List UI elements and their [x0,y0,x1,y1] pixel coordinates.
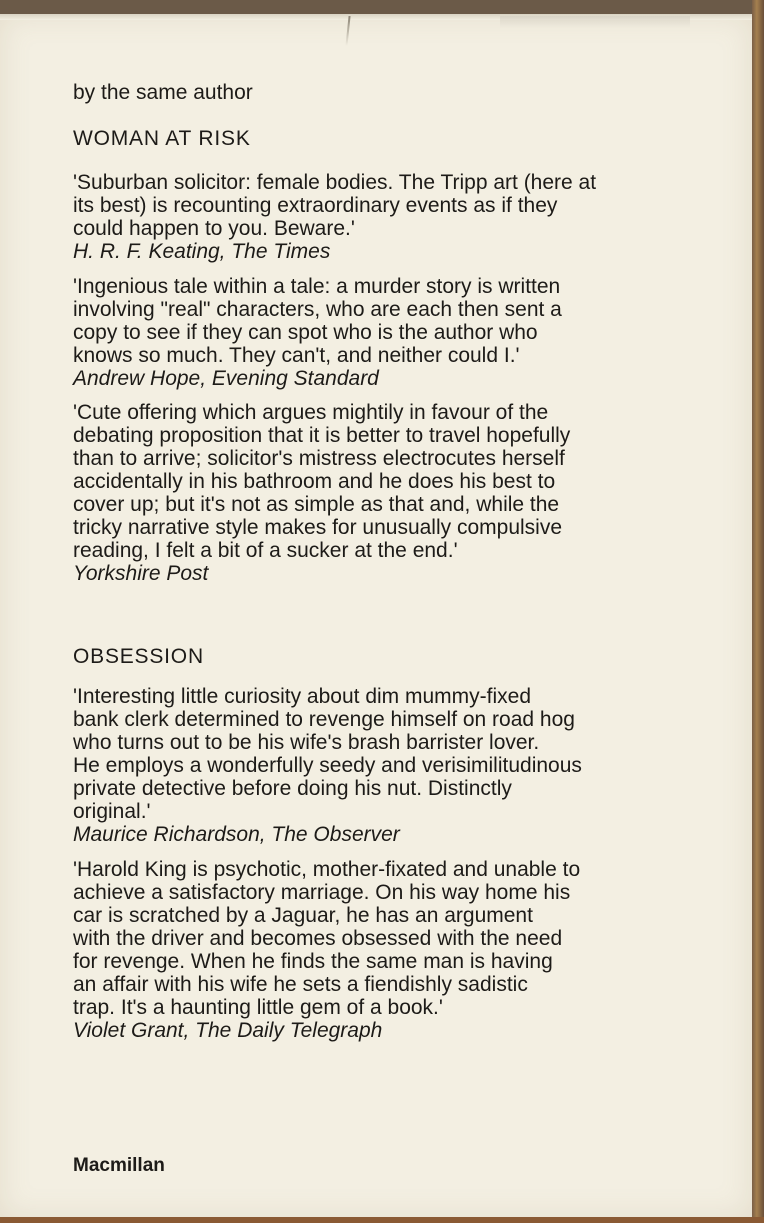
review-line: bank clerk determined to revenge himself on road hog [73,708,575,731]
review-line: cover up; but it's not as simple as that and, while the [73,493,560,516]
review-line: reading, I felt a bit of a sucker at the end.' [73,539,458,562]
review-line: trap. It's a haunting little gem of a book.' [73,996,443,1019]
review-line: for revenge. When he finds the same man is having [73,950,553,973]
review-line: with the driver and becomes obsessed with the need [73,927,563,950]
review-line: than to arrive; solicitor's mistress electrocutes herself [73,447,565,470]
review-line: 'Cute offering which argues mightily in favour of the [73,401,549,424]
review-line: He employs a wonderfully seedy and verisimilitudinous [73,754,582,777]
review-line: original.' [73,800,151,823]
review-line: involving "real" characters, who are each then sent a [73,298,562,321]
book-title-woman-at-risk: WOMAN AT RISK [73,127,251,150]
review-line: copy to see if they can spot who is the author who [73,321,538,344]
review-citation: Yorkshire Post [73,562,209,585]
review-line: accidentally in his bathroom and he does his best to [73,470,556,493]
publisher-name: Macmillan [73,1155,165,1176]
review-line: 'Ingenious tale within a tale: a murder story is written [73,275,561,298]
review-citation: Violet Grant, The Daily Telegraph [73,1019,383,1042]
page-edge-bottom [0,1217,764,1223]
review-line: debating proposition that it is better to travel hopefully [73,424,571,447]
review-line: 'Interesting little curiosity about dim mummy-fixed [73,685,532,708]
review-citation: Maurice Richardson, The Observer [73,823,400,846]
review-line: its best) is recounting extraordinary events as if they [73,194,558,217]
review-line: 'Suburban solicitor: female bodies. The Tripp art (here at [73,171,597,194]
review-citation: H. R. F. Keating, The Times [73,240,331,263]
header-by-same-author: by the same author [73,81,253,104]
page-edge-right [752,0,764,1223]
review-line: car is scratched by a Jaguar, he has an argument [73,904,533,927]
review-line: knows so much. They can't, and neither could I.' [73,344,520,367]
review-line: who turns out to be his wife's brash barrister lover. [73,731,540,754]
review-line: tricky narrative style makes for unusually compulsive [73,516,563,539]
review-line: an affair with his wife he sets a fiendishly sadistic [73,973,528,996]
review-line: achieve a satisfactory marriage. On his way home his [73,881,571,904]
review-line: could happen to you. Beware.' [73,217,355,240]
review-line: 'Harold King is psychotic, mother-fixated and unable to [73,858,581,881]
book-title-obsession: OBSESSION [73,645,204,668]
tape-mark [500,16,690,28]
review-line: private detective before doing his nut. Distinctly [73,777,512,800]
review-citation: Andrew Hope, Evening Standard [73,367,379,390]
